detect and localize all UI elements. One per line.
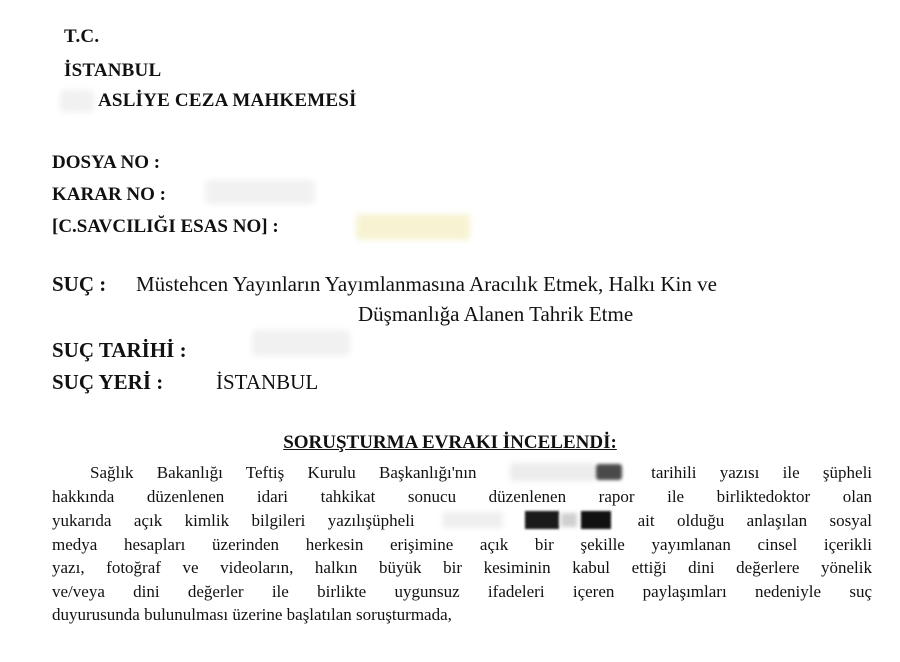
suc-label: SUÇ : (52, 272, 107, 296)
redacted-date (500, 463, 628, 481)
paragraph-line1a: Sağlık Bakanlığı Teftiş Kurulu Başkanlığı'nın (90, 463, 477, 482)
body-paragraph (52, 460, 872, 627)
redacted-name (437, 511, 615, 529)
savcilik-esas-label: [C.SAVCILIĞI ESAS NO] : (52, 216, 279, 237)
paragraph-line4: medya hesapları üzerinden herkesin erişimine açık bir şekille yayımlanan cinsel içerikli (52, 534, 872, 554)
redacted-faint-line (370, 240, 600, 254)
suc-tarihi-label: SUÇ TARİHİ : (52, 338, 187, 362)
paragraph-line3b: ait olduğu anlaşılan sosyal (637, 511, 873, 530)
paragraph-line (52, 460, 872, 485)
paragraph-line2: hakkında düzenlenen idari tahkikat sonucu düzenlenen rapor ile birliktedoktor olan (52, 486, 872, 506)
suc-value-line2: Düşmanlığa Alanen Tahrik Etme (358, 302, 634, 326)
paragraph-line1b: tarihili yazısı ile şüpheli (651, 463, 873, 482)
redacted-court-number (60, 90, 94, 112)
paragraph-line3a: yukarıda açık kimlik bilgileri yazılışüpheli (52, 511, 415, 530)
redacted-karar-no (205, 180, 315, 204)
paragraph-line5: yazı, fotoğraf ve videoların, halkın büyük bir kesiminin kabul ettiği dini değerlere yönelik (52, 558, 872, 577)
suc-value-line1: Müstehcen Yayınların Yayımlanmasına Aracılık Etmek, Halkı Kin ve (136, 272, 717, 296)
suc-yeri-value: İSTANBUL (216, 370, 319, 394)
paragraph-line (52, 508, 872, 533)
header-court-name: ASLİYE CEZA MAHKEMESİ (98, 90, 357, 111)
redacted-suc-tarihi (252, 330, 350, 356)
karar-no-label: KARAR NO : (52, 184, 166, 205)
redacted-esas-no (356, 214, 470, 240)
header-tc: T.C. (64, 26, 100, 47)
section-title: SORUŞTURMA EVRAKI İNCELENDİ: (283, 432, 617, 453)
dosya-no-label: DOSYA NO : (52, 152, 161, 173)
paragraph-line7: duyurusunda bulunulması üzerine başlatılan soruşturmada, (52, 605, 452, 624)
header-city: İSTANBUL (64, 60, 162, 81)
paragraph-line6: ve/veya dini değerler ile birlikte uygunsuz ifadeleri içeren paylaşımları nedeniyle suç (52, 581, 872, 601)
suc-yeri-label: SUÇ YERİ : (52, 370, 164, 394)
